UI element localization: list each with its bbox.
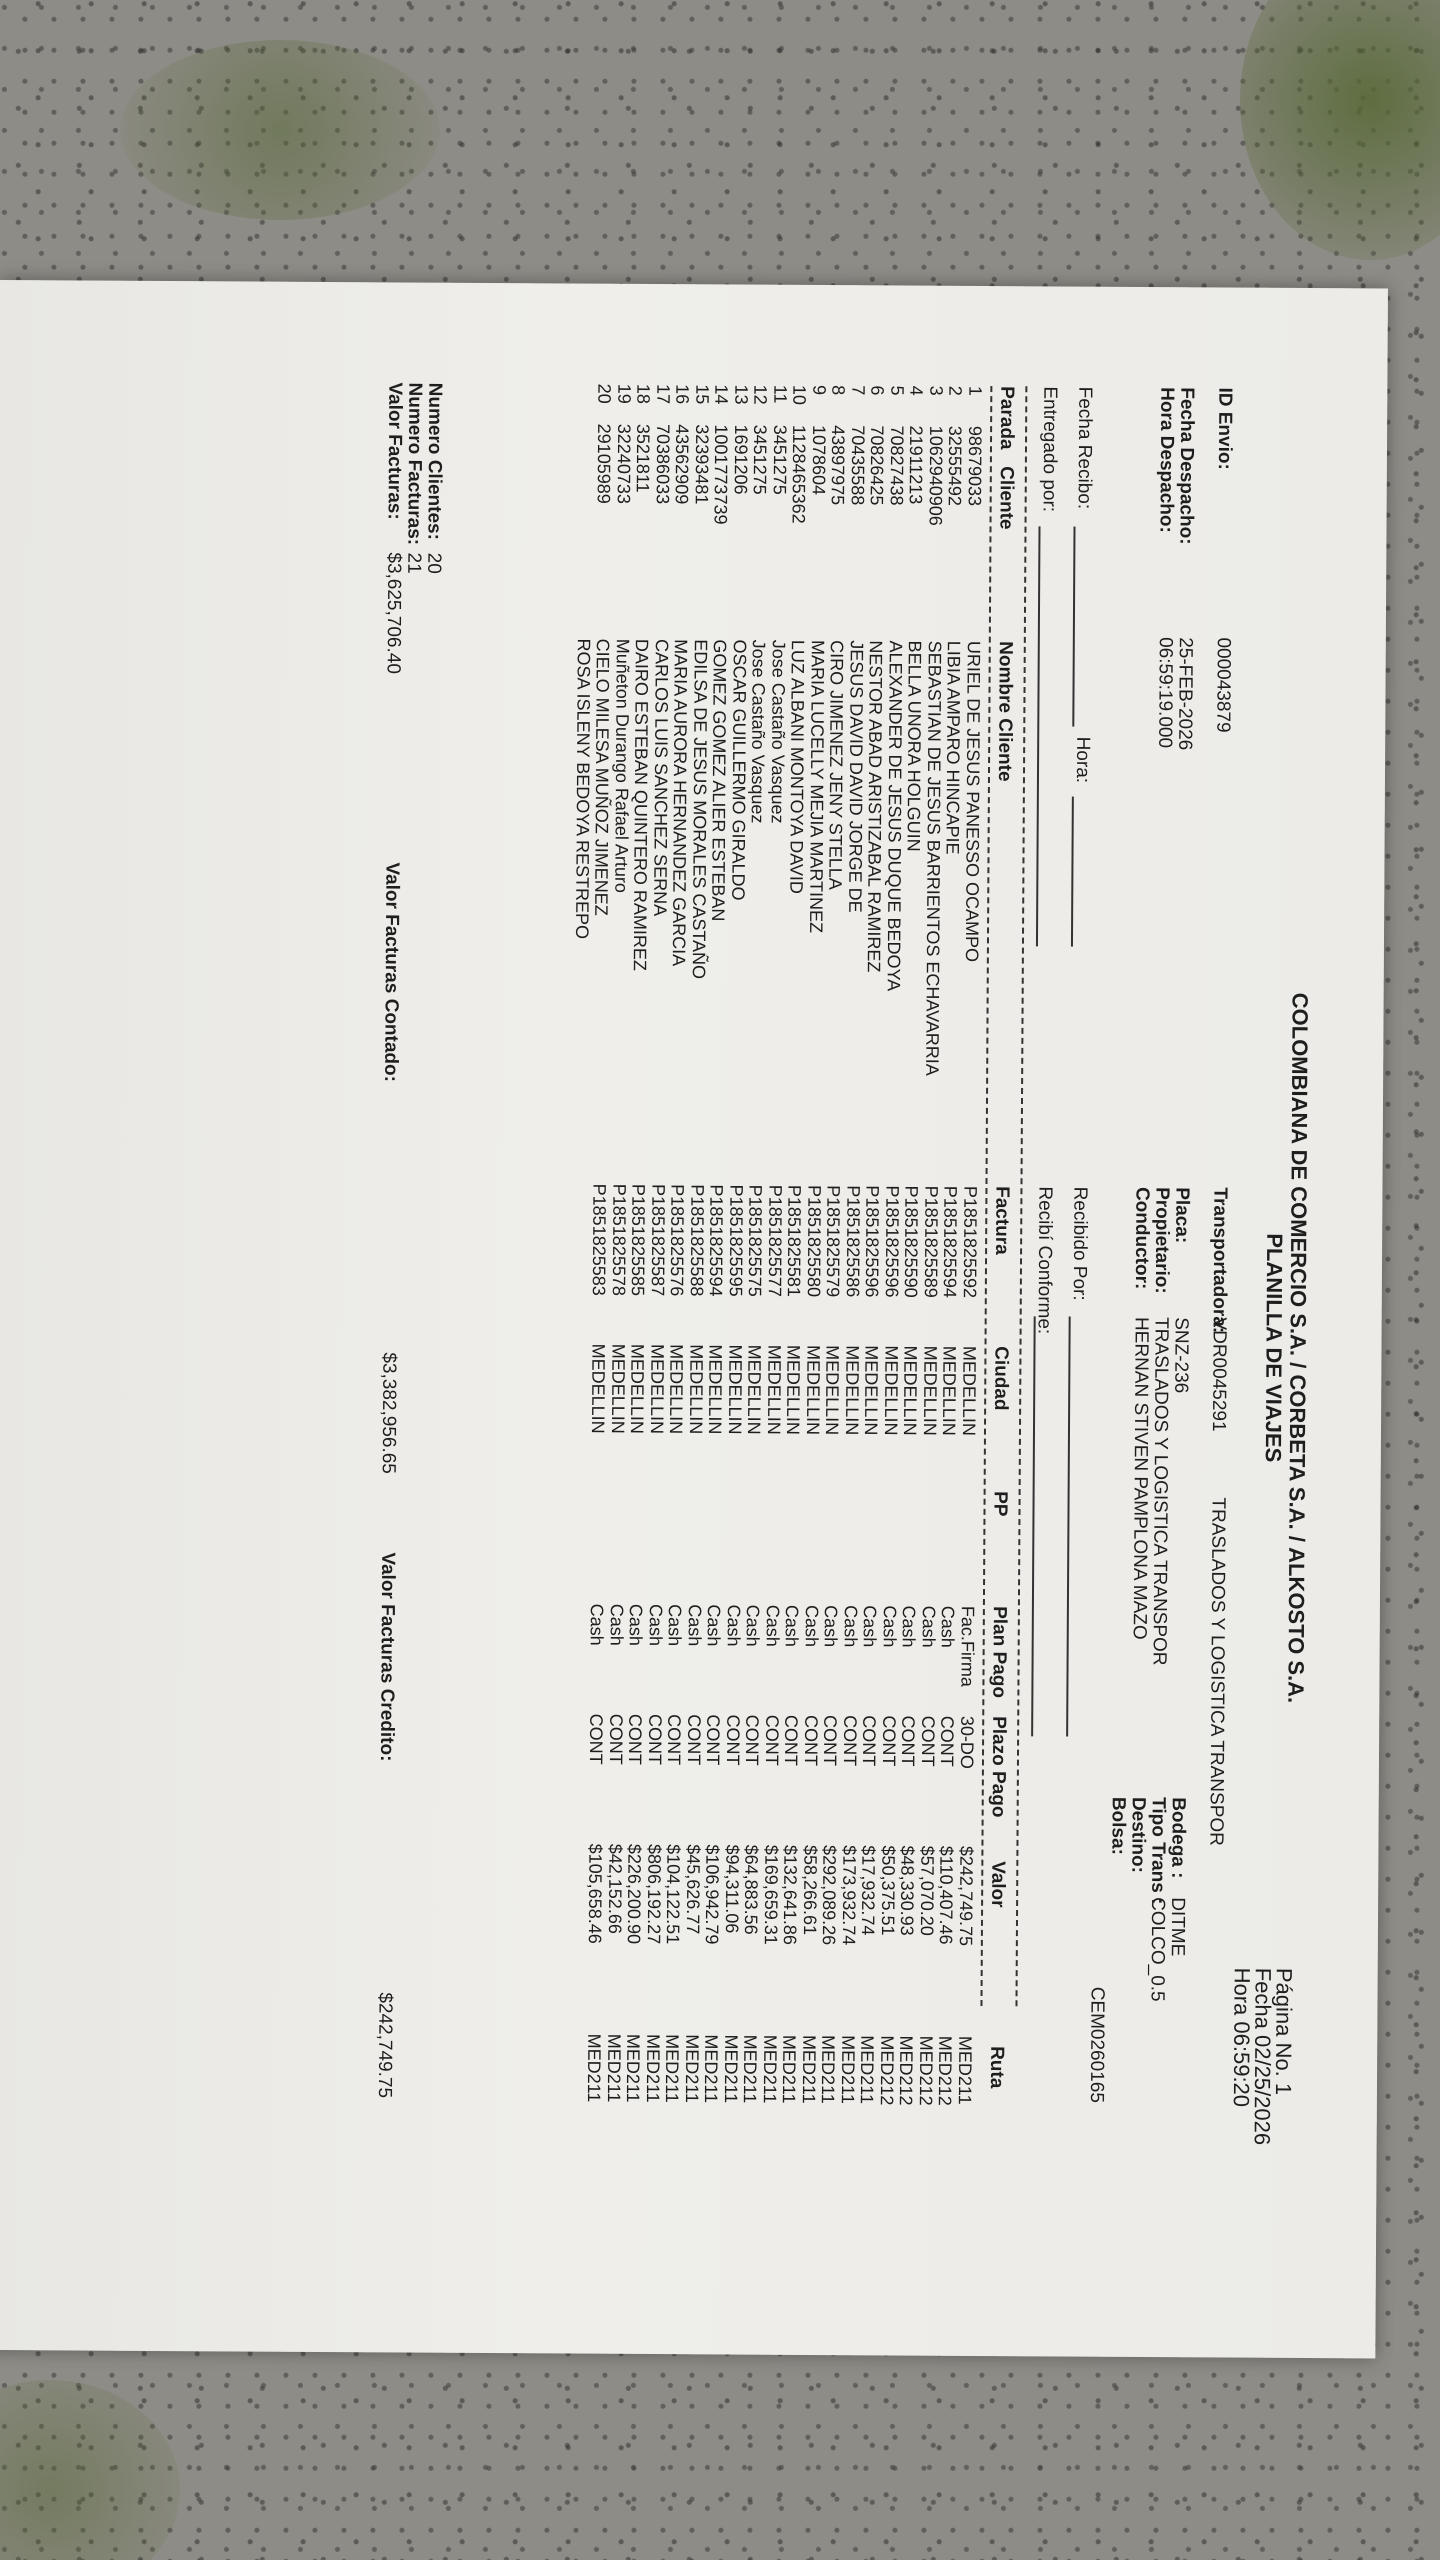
plazo-pago-cell: CONT [722,1714,744,1766]
plan-pago-cell: Cash [743,1604,764,1647]
ruta-cell [564,2033,584,2103]
entregado-label: Entregado por: [1038,386,1061,513]
col-header-ciudad: Ciudad [990,1346,1012,1411]
plazo-pago-cell: CONT [917,1715,939,1767]
plan-pago-cell: Cash [860,1605,881,1648]
cliente-cell: 32240733 [613,423,635,504]
cliente-cell: 98679033 [964,425,986,507]
cliente-cell: 3451275 [750,424,771,495]
nombre-cliente-cell: LUZ ALBANI MONTOYA DAVID [786,639,809,895]
col-header-nombre: Nombre Cliente [993,641,1016,782]
ruta-cell: MED211 [818,2035,839,2104]
nombre-cliente-cell: CIELO MILESA MUÑOZ JIMENEZ [591,638,614,916]
ciudad-cell: MEDELLIN [919,1345,941,1436]
valor-credito-value: $242,749.75 [373,1992,396,2099]
valor-cell: $50,375.51 [877,1845,899,1936]
valor-cell: $42,152.66 [604,1843,626,1934]
nombre-cliente-cell: JESUS DAVID DAVID JORGE DE [845,640,867,913]
col-header-valor: Valor [987,1861,1009,1908]
nombre-cliente-cell: CARLOS LUIS SANCHEZ SERNA [650,638,672,917]
moss-patch [1240,0,1440,260]
plazo-pago-cell: 30-DO [956,1715,978,1770]
parada-cell: 15 [692,384,713,405]
ruta-cell: MED211 [740,2034,761,2104]
transportadora-code: VDR0045291 [1207,1317,1230,1432]
bodega-label: Bodega : [1167,1797,1189,1879]
factura-cell: P1851825577 [764,1184,786,1297]
cliente-cell: 21911213 [906,425,927,505]
table-top-rule [1015,386,1027,2006]
ruta-cell: MED211 [642,2033,664,2103]
plazo-pago-cell: CONT [820,1715,841,1767]
nombre-cliente-cell: LIBIA AMPARO HINCAPIE [943,640,965,855]
fecha-recibo-label: Fecha Recibo: [1073,386,1096,510]
parada-cell: 1 [965,385,986,397]
parada-cell: 19 [614,383,635,404]
factura-cell: P1851825590 [901,1185,922,1298]
factura-cell: P1851825576 [667,1184,688,1297]
ruta-cell: MED211 [954,2035,976,2105]
numero-facturas-label: Numero Facturas: [403,382,426,546]
plan-pago-cell: Cash [782,1604,803,1647]
col-header-factura: Factura [991,1186,1013,1255]
fecha-despacho-value: 25-FEB-2026 [1174,637,1196,751]
parada-cell: 2 [945,385,966,396]
valor-cell: $106,942.79 [702,1844,723,1945]
column-factura [569,1183,979,1298]
ciudad-cell: MEDELLIN [939,1345,961,1436]
cliente-cell: 70435588 [847,425,869,506]
ciudad-cell: MEDELLIN [763,1344,785,1435]
valor-contado-label: Valor Facturas Contado: [380,862,403,1083]
recibido-label: Recibido Por: [1068,1186,1091,1301]
bolsa-label: Bolsa: [1107,1796,1129,1856]
parada-cell: 14 [711,384,732,405]
planilla-document [303,382,1315,2308]
nombre-cliente-cell: MARIA LUCELLY MEJIA MARTINEZ [806,639,828,934]
factura-cell: P1851825588 [686,1184,708,1297]
valor-cell: $64,883.56 [741,1844,762,1935]
ruta-cell: MED211 [720,2034,742,2104]
time-label: Hora [1229,1967,1255,2016]
plazo-pago-cell: CONT [605,1713,627,1765]
cliente-cell: 32555492 [945,425,966,506]
plazo-pago-cell: CONT [644,1713,666,1766]
nombre-cliente-cell: CIRO JIMENEZ JENY STELLA [825,640,848,890]
ciudad-cell: MEDELLIN [802,1344,824,1436]
valor-facturas-value: $3,625,706.40 [382,552,405,674]
tipo-trans-value: COLCO_0.5 [1146,1897,1169,2002]
hora-label: Hora: [1071,736,1094,784]
valor-cell: $48,330.93 [897,1845,918,1936]
factura-cell: P1851825581 [784,1184,805,1298]
plazo-pago-cell: CONT [703,1714,724,1766]
factura-cell: P1851825594 [706,1184,727,1297]
plan-pago-cell: Cash [684,1604,705,1647]
cliente-cell: 1128465362 [789,424,810,524]
cliente-cell: 3451275 [769,424,791,495]
nombre-cliente-cell: MARIA AURORA HERNANDEZ GARCIA [669,639,692,967]
parada-cell: 4 [906,385,927,396]
ruta-cell: MED212 [935,2035,956,2106]
parada-cell: 11 [770,384,791,404]
plazo-pago-cell: CONT [664,1714,685,1766]
ciudad-cell: MEDELLIN [685,1344,707,1435]
factura-cell: P1851825575 [745,1184,766,1297]
valor-credito-label: Valor Facturas Credito: [375,1552,399,1762]
id-envio-label: ID Envio: [1213,387,1236,470]
factura-cell: P1851825595 [725,1184,747,1297]
bodega-value: DITME [1166,1897,1189,1957]
column-plazo-pago [566,1713,976,1769]
ruta-cell: MED211 [798,2034,820,2104]
moss-patch [120,40,440,220]
ruta-cell: MED212 [915,2035,937,2106]
cliente-cell: 1078604 [808,424,830,496]
plazo-pago-cell: CONT [937,1715,958,1767]
company-name: COLOMBIANA DE COMERCIO S.A. / CORBETA S.A. / ALKOSTO S.A. [1283,992,1313,1704]
valor-cell: $17,932.74 [858,1845,879,1936]
factura-cell: P1851825587 [647,1183,669,1297]
col-header-plan-pago: Plan Pago [988,1606,1010,1699]
plan-pago-cell: Cash [723,1604,744,1647]
recibi-conforme-label: Recibí Conforme: [1033,1186,1056,1335]
plazo-pago-cell: CONT [761,1714,783,1766]
ruta-cell: MED211 [681,2034,703,2104]
plazo-pago-cell: CONT [898,1715,919,1767]
ciudad-cell: MEDELLIN [900,1345,922,1436]
ruta-cell: MED211 [584,2033,605,2103]
ruta-cell: MED211 [857,2035,878,2105]
ciudad-cell: MEDELLIN [880,1345,902,1436]
plan-pago-cell: Cash [606,1603,627,1646]
factura-cell: P1851825580 [803,1184,825,1298]
fecha-recibo-line [1072,527,1075,727]
col-header-cliente: Cliente [995,466,1017,530]
factura-cell: P1851825585 [628,1183,649,1297]
parada-cell: 16 [672,384,693,405]
factura-cell: P1851825578 [608,1183,630,1296]
hora-despacho-value: 06:59:19.000 [1154,637,1176,749]
ciudad-cell: MEDELLIN [744,1344,766,1435]
nombre-cliente-cell: ALEXANDER DE JESUS DUQUE BEDOYA [883,640,906,992]
factura-cell: P1851825583 [589,1183,610,1296]
parada-cell: 20 [594,383,615,404]
hora-despacho-label: Hora Despacho: [1155,387,1178,533]
parada-cell: 8 [828,385,849,396]
numero-clientes-label: Numero Clientes: [423,382,446,541]
col-header-plazo-pago: Plazo Pago [987,1716,1010,1818]
plazo-pago-cell: CONT [859,1715,880,1767]
valor-cell: $242,749.75 [955,1845,977,1947]
ciudad-cell: MEDELLIN [607,1343,629,1434]
valor-cell: $132,641.86 [780,1844,801,1946]
ciudad-cell: MEDELLIN [724,1344,746,1435]
ciudad-cell [568,1343,588,1433]
plan-pago-cell: Cash [645,1603,666,1647]
valor-cell: $94,311.06 [721,1844,743,1934]
ciudad-cell: MEDELLIN [861,1345,883,1436]
plan-pago-cell: Cash [918,1605,939,1648]
valor-cell: $292,089.26 [819,1845,840,1946]
cliente-cell: 43562909 [672,424,693,505]
ciudad-cell: MEDELLIN [958,1345,980,1437]
factura-cell: P1851825596 [881,1185,903,1298]
bolsa-value: CEM0260165 [1085,1986,1108,2103]
plan-pago-cell: Cash [626,1603,647,1647]
numero-clientes-value: 20 [423,552,445,574]
parada-cell: 10 [789,384,810,405]
plazo-pago-cell [566,1713,586,1766]
plan-pago-cell: Cash [899,1605,920,1648]
nombre-cliente-cell: Jose Castaño Vasquez [767,639,789,824]
nombre-cliente-cell: ROSA ISLENY BEDOYA RESTREPO [571,638,594,940]
document-title: PLANILLA DE VIAJES [1260,1233,1288,1463]
column-nombre-cliente [571,639,983,1077]
factura-cell: P1851825589 [920,1185,942,1298]
valor-contado-value: $3,382,956.65 [377,1352,400,1474]
fecha-despacho-label: Fecha Despacho: [1175,387,1198,545]
nombre-cliente-cell: OSCAR GUILLERMO GIRALDO [728,639,750,901]
parada-cell: 12 [750,384,771,405]
factura-cell: P1851825579 [823,1185,844,1298]
factura-cell: P1851825594 [940,1185,961,1299]
factura-cell: P1851825596 [862,1185,883,1298]
ciudad-cell: MEDELLIN [705,1344,727,1435]
nombre-cliente-cell: URIEL DE JESUS PANESSO OCAMPO [961,640,984,963]
parada-cell: 13 [731,384,752,405]
ciudad-cell: MEDELLIN [646,1343,668,1435]
conductor-value: HERNAN STIVEN PAMPLONA MAZO [1128,1316,1152,1640]
plan-pago-cell: Cash [821,1605,842,1648]
ruta-cell: MED211 [779,2034,800,2104]
transportadora-name: TRASLADOS Y LOGISTICA TRANSPOR [1205,1497,1229,1846]
parada-cell: 6 [867,385,888,396]
plan-pago-cell: Cash [762,1604,783,1647]
valor-cell [565,1843,585,1943]
placa-value: SNZ-236 [1170,1317,1192,1394]
transportadora-label: Transportadora: [1208,1187,1231,1334]
cliente-cell: 29105989 [594,423,615,504]
parada-cell: 5 [887,385,908,396]
conductor-label: Conductor: [1130,1186,1153,1290]
plan-pago-cell: Cash [801,1604,822,1648]
cliente-cell: 1691206 [730,424,752,495]
parada-cell: 18 [633,383,654,405]
ciudad-cell: MEDELLIN [588,1343,610,1434]
recibi-conforme-line [1031,1316,1036,1736]
plazo-pago-cell: CONT [800,1714,822,1767]
cliente-cell: 70827438 [886,425,908,506]
plan-pago-cell [567,1603,587,1684]
numero-facturas-value: 21 [403,552,425,574]
page-number: 1 [1270,2082,1297,2096]
plan-pago-cell: Cash [587,1603,608,1646]
factura-cell: P1851825592 [959,1185,981,1299]
column-valor [565,1843,975,1946]
valor-cell: $45,626.77 [682,1844,704,1935]
ruta-cell: MED211 [759,2034,781,2104]
ciudad-cell: MEDELLIN [666,1344,688,1435]
nombre-cliente-cell: SEBASTIAN DE JESUS BARRIENTOS ECHAVARRIA [922,640,945,1076]
parada-cell: 9 [809,384,830,396]
tipo-trans-label: Tipo Trans : [1147,1797,1169,1905]
valor-cell: $173,932.74 [838,1845,860,1946]
col-header-pp: PP [989,1491,1011,1517]
valor-cell: $110,407.46 [936,1845,957,1945]
id-envio-value: 000043879 [1212,637,1234,733]
cliente-cell: 1001773739 [711,424,732,525]
valor-cell: $806,192.27 [643,1843,665,1945]
parada-cell: 7 [848,385,869,396]
col-header-ruta: Ruta [985,2046,1008,2089]
moss-patch [0,2380,180,2560]
cliente-cell: 70826425 [867,425,888,506]
page-label: Página No. [1271,1967,1297,2077]
ciudad-cell: MEDELLIN [822,1345,844,1436]
nombre-cliente-cell: NESTOR ABAD ARISTIZABAL RAMIREZ [864,640,887,973]
plazo-pago-cell: CONT [586,1713,607,1765]
plan-pago-cell: Cash [704,1604,725,1647]
valor-cell: $105,658.46 [585,1843,606,1944]
ruta-cell: MED212 [876,2035,898,2106]
plazo-pago-cell: CONT [683,1714,705,1766]
plan-pago-cell: Cash [840,1605,861,1648]
col-header-parada: Parada [995,386,1018,450]
plazo-pago-cell: CONT [878,1715,900,1767]
ruta-cell: MED211 [662,2034,683,2103]
cliente-cell: 3521811 [633,423,654,493]
valor-cell: $104,122.51 [663,1844,684,1945]
plazo-pago-cell: CONT [742,1714,763,1766]
valor-cell: $169,659.31 [760,1844,782,1945]
factura-cell: P1851825586 [842,1185,864,1298]
column-ciudad [568,1343,978,1436]
paper-sheet [0,280,1388,2358]
plazo-pago-cell: CONT [781,1714,802,1766]
ruta-cell: MED212 [896,2035,917,2106]
destino-label: Destino: [1127,1796,1149,1874]
column-pp [568,1488,977,1491]
ciudad-cell: MEDELLIN [783,1344,805,1435]
valor-cell: $58,266.61 [799,1844,821,1936]
date-label: Fecha [1250,1967,1276,2029]
column-cliente [574,424,984,527]
propietario-label: Propietario: [1150,1187,1173,1294]
cliente-cell: 70386033 [652,423,674,505]
factura-cell [569,1183,589,1295]
ruta-cell: MED211 [603,2033,625,2103]
hora-line [1071,797,1074,947]
nombre-cliente-cell: EDILSA DE JESUS MORALES CASTAÑO [688,639,711,980]
ruta-cell: MED211 [623,2033,644,2103]
column-ruta [564,2033,974,2106]
plan-pago-cell: Cash [665,1604,686,1647]
placa-label: Placa: [1171,1187,1193,1244]
valor-cell: $57,070.20 [916,1845,938,1936]
ruta-cell: MED211 [701,2034,722,2104]
propietario-value: TRASLADOS Y LOGISTICA TRANSPOR [1148,1317,1172,1666]
print-date: 02/25/2026 [1249,2034,1276,2146]
ruta-cell: MED211 [837,2035,859,2104]
valor-cell: $226,200.90 [624,1843,645,1945]
plan-pago-cell: Cash [938,1605,959,1648]
page-info [1228,1967,1297,2146]
nombre-cliente-cell: Jose Castaño Vasquez [748,639,770,824]
parada-cell [575,384,595,404]
recibido-line [1066,1317,1071,1737]
nombre-cliente-cell: Muñeton Durango Rafael Arturo [611,638,633,894]
plan-pago-cell: Cash [879,1605,900,1648]
valor-facturas-label: Valor Facturas: [383,382,406,520]
parada-cell: 17 [653,383,674,405]
cliente-cell [574,424,594,524]
print-time: 06:59:20 [1228,2021,1255,2108]
nombre-cliente-cell: DAIRO ESTEBAN QUINTERO RAMIREZ [630,638,653,972]
nombre-cliente-cell: GOMEZ GOMEZ ALIER ESTEBAN [708,639,731,922]
ciudad-cell: MEDELLIN [627,1343,649,1435]
entregado-line [1036,526,1041,946]
cliente-cell: 43897975 [828,425,849,506]
plan-pago-cell: Fac.Firma [957,1605,978,1687]
plazo-pago-cell: CONT [839,1715,861,1767]
plazo-pago-cell: CONT [625,1713,646,1765]
ciudad-cell: MEDELLIN [841,1345,863,1436]
column-parada [575,384,985,407]
nombre-cliente-cell: BELLA UNORA HOLGUIN [904,640,926,852]
cliente-cell: 32393481 [691,424,713,505]
parada-cell: 3 [926,385,947,396]
cliente-cell: 1062940906 [925,425,947,526]
column-plan-pago [567,1603,977,1687]
